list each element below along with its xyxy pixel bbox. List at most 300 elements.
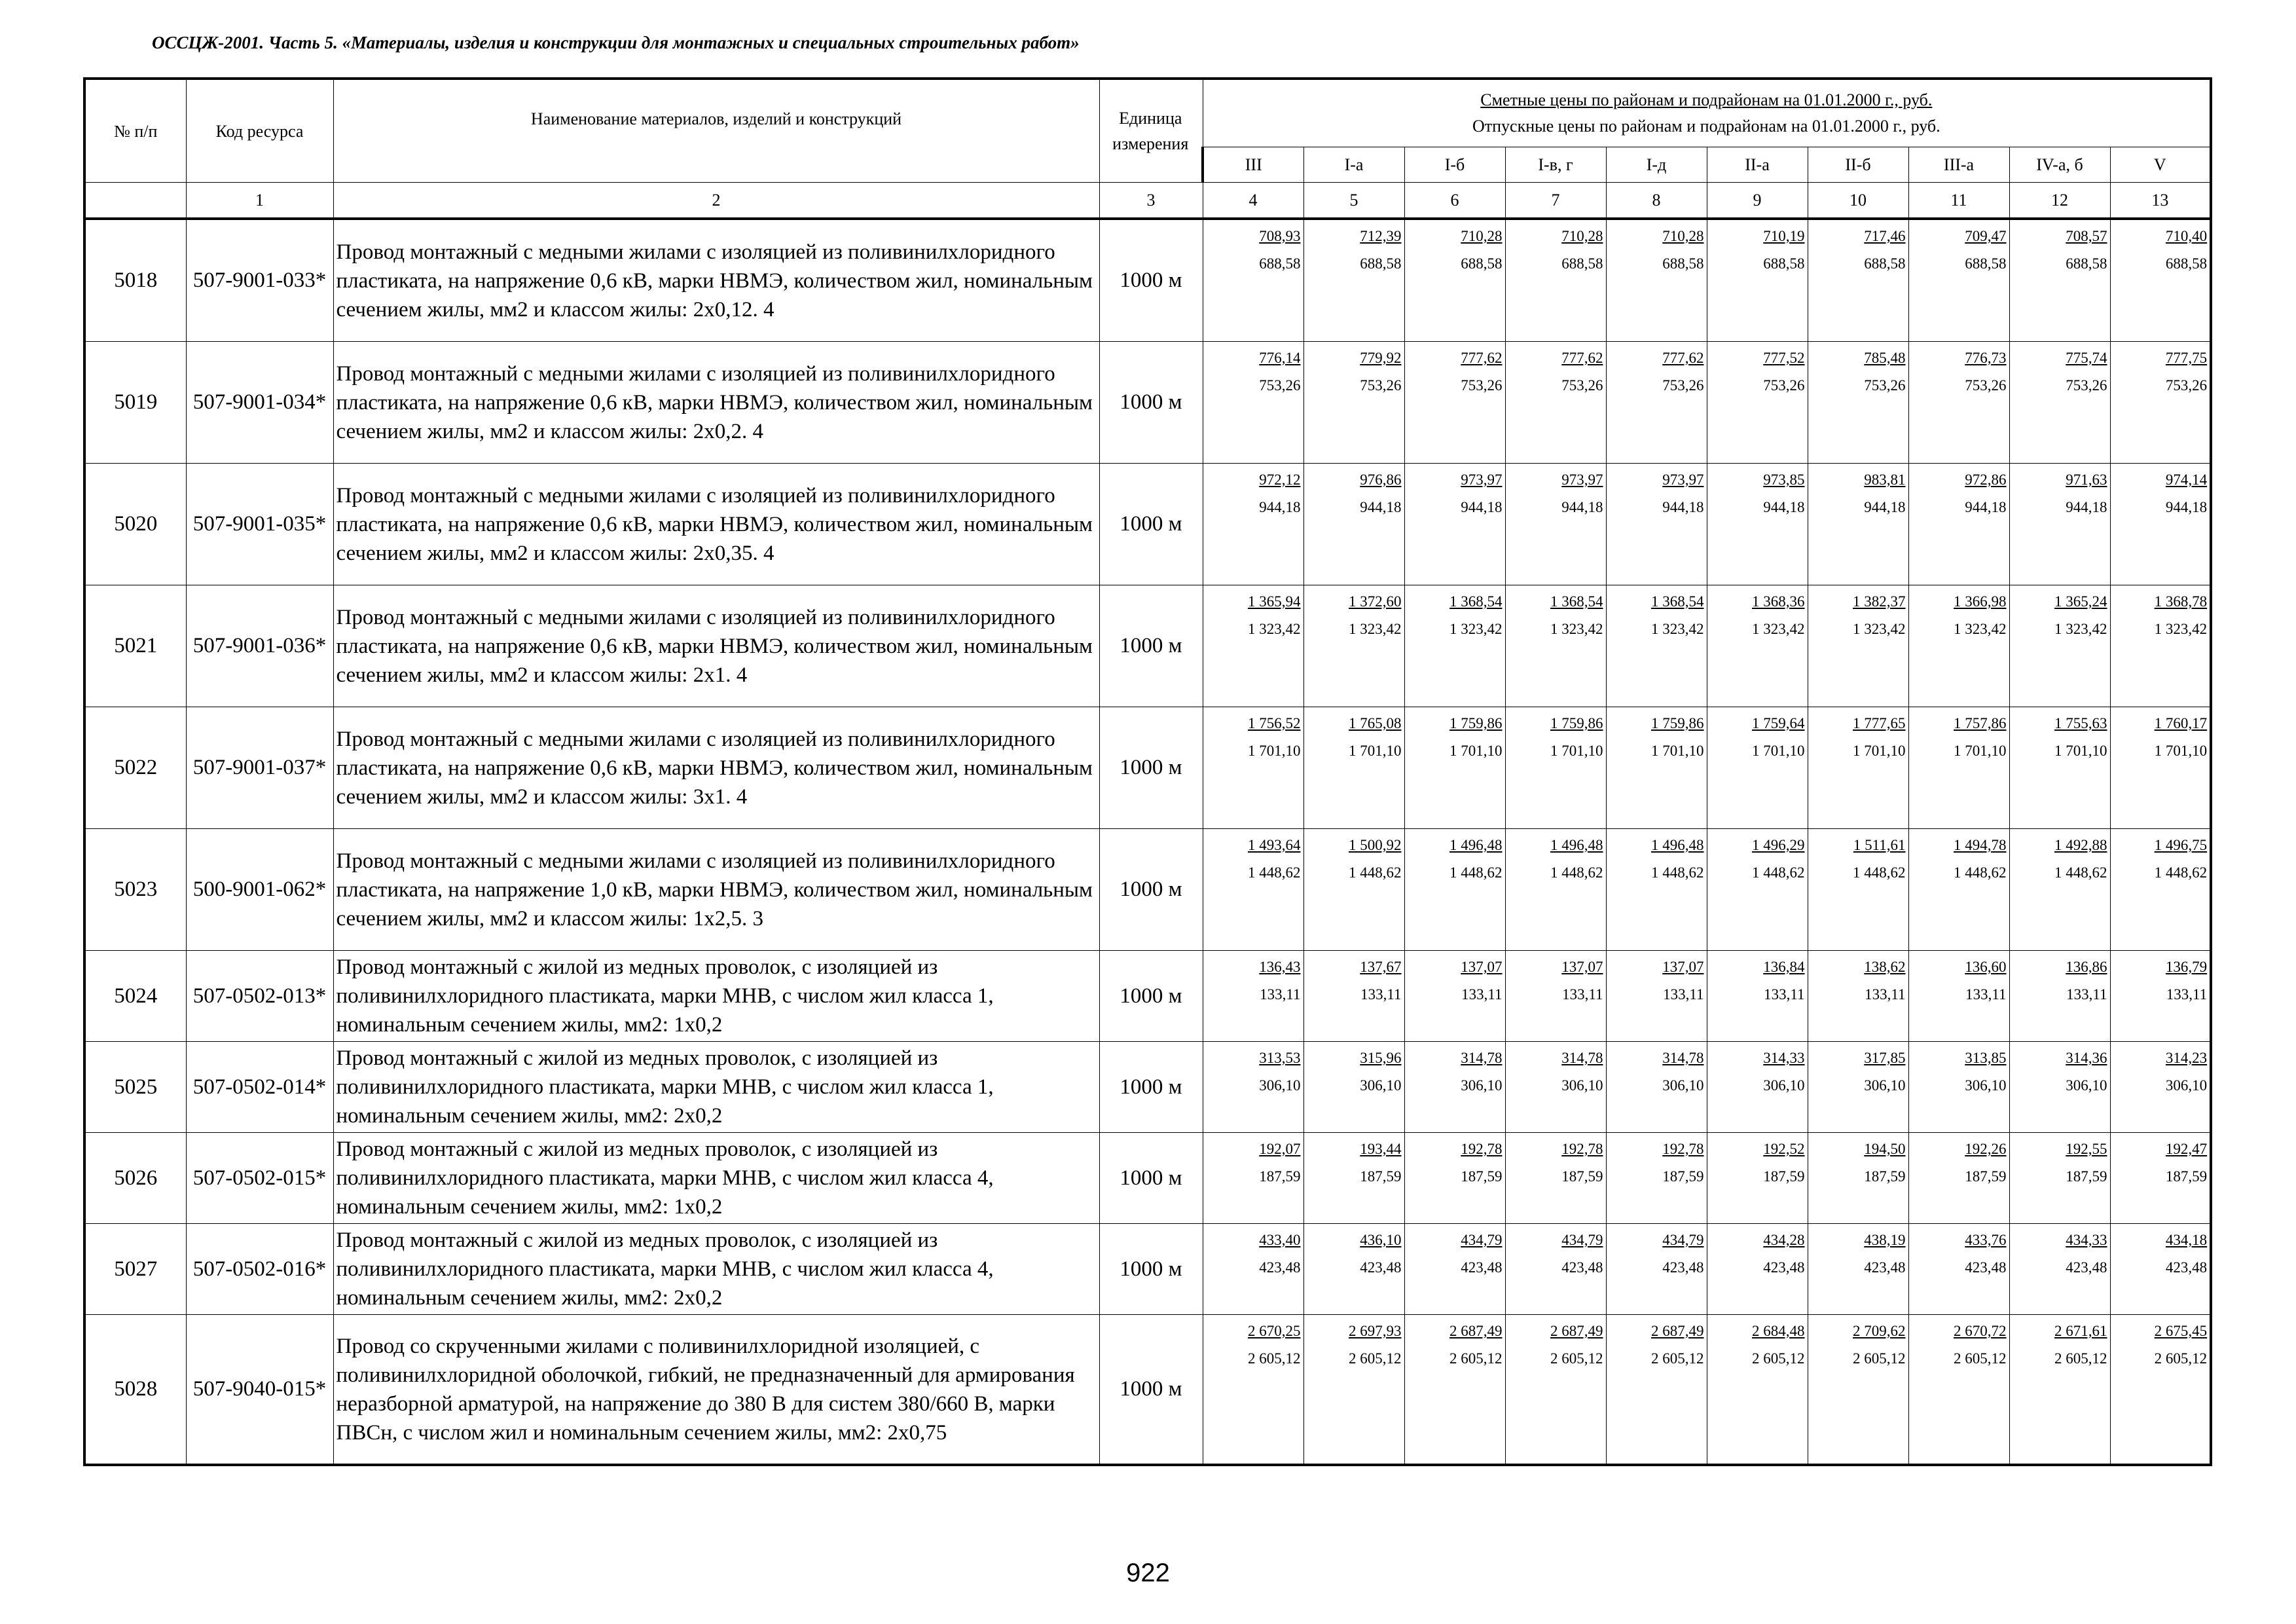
estimate-price: 1 765,08 <box>1349 715 1402 731</box>
estimate-price: 2 687,49 <box>1550 1323 1603 1339</box>
estimate-price: 433,40 <box>1259 1232 1301 1248</box>
price-cell <box>1808 342 1908 464</box>
price-cell <box>1404 585 1505 707</box>
release-price: 1 448,62 <box>1449 864 1503 881</box>
release-price: 423,48 <box>2165 1259 2208 1276</box>
row-number: 5025 <box>84 1042 186 1133</box>
table-row <box>84 1224 2211 1315</box>
release-price: 688,58 <box>1864 255 1906 272</box>
price-cell <box>1404 829 1505 951</box>
release-price: 187,59 <box>1461 1168 1503 1185</box>
price-cell <box>1808 707 1908 829</box>
release-price: 944,18 <box>2165 499 2208 515</box>
release-price: 133,11 <box>1461 986 1503 1003</box>
page-number: 922 <box>1126 1559 1170 1587</box>
release-price: 944,18 <box>1662 499 1704 515</box>
price-cell <box>2009 342 2110 464</box>
estimate-price: 710,40 <box>2165 228 2208 244</box>
price-cell <box>1808 464 1908 585</box>
region-header: II-а <box>1707 147 1808 183</box>
price-cell <box>2110 342 2211 464</box>
estimate-price: 976,86 <box>1360 471 1402 488</box>
price-cell <box>1203 1042 1303 1133</box>
release-price: 306,10 <box>1561 1077 1603 1094</box>
release-price: 187,59 <box>2066 1168 2107 1185</box>
unit-of-measure: 1000 м <box>1099 1133 1203 1224</box>
estimate-price: 1 368,54 <box>1550 593 1603 610</box>
estimate-price: 973,97 <box>1461 471 1503 488</box>
release-price: 944,18 <box>1965 499 2007 515</box>
release-price: 1 701,10 <box>1853 743 1906 759</box>
release-price: 1 448,62 <box>1248 864 1301 881</box>
release-price: 2 605,12 <box>1651 1350 1704 1367</box>
region-header: I-д <box>1606 147 1707 183</box>
release-price: 1 448,62 <box>1550 864 1603 881</box>
release-price: 688,58 <box>1763 255 1805 272</box>
release-price: 133,11 <box>1663 986 1704 1003</box>
price-cell <box>1908 1224 2009 1315</box>
estimate-price: 708,57 <box>2066 228 2107 244</box>
release-price: 1 323,42 <box>1954 621 2007 637</box>
estimate-price: 717,46 <box>1864 228 1906 244</box>
estimate-price: 192,78 <box>1561 1141 1603 1157</box>
estimate-price: 1 760,17 <box>2154 715 2208 731</box>
price-cell <box>1606 1042 1707 1133</box>
col-header-code: Код ресурса <box>186 79 333 183</box>
price-cell <box>1707 707 1808 829</box>
estimate-price: 1 757,86 <box>1954 715 2007 731</box>
unit-of-measure: 1000 м <box>1099 585 1203 707</box>
release-price: 1 323,42 <box>1853 621 1906 637</box>
price-cell <box>1505 1315 1606 1466</box>
resource-code: 507-0502-015* <box>186 1133 333 1224</box>
estimate-price: 433,76 <box>1965 1232 2007 1248</box>
col-header-num: № п/п <box>84 79 186 183</box>
table-row <box>84 1315 2211 1466</box>
estimate-price: 710,19 <box>1763 228 1805 244</box>
estimate-price: 710,28 <box>1461 228 1503 244</box>
price-cell <box>2009 1224 2110 1315</box>
resource-code: 500-9001-062* <box>186 829 333 951</box>
release-price: 1 448,62 <box>1349 864 1402 881</box>
price-cell <box>1908 464 2009 585</box>
estimate-price: 779,92 <box>1360 350 1402 366</box>
price-cell <box>2009 951 2110 1042</box>
release-price: 187,59 <box>1662 1168 1704 1185</box>
estimate-price: 137,07 <box>1561 959 1603 975</box>
price-cell <box>2110 1315 2211 1466</box>
estimate-price: 1 365,24 <box>2054 593 2107 610</box>
price-cell <box>1908 951 2009 1042</box>
release-prices-title: Отпускные цены по районам и подрайонам на 01.01.2000 г., руб. <box>1472 117 1941 136</box>
estimate-price: 1 777,65 <box>1853 715 1906 731</box>
estimate-price: 709,47 <box>1965 228 2007 244</box>
price-cell <box>1404 1133 1505 1224</box>
release-price: 688,58 <box>2165 255 2208 272</box>
price-cell <box>2009 1042 2110 1133</box>
estimate-price: 137,67 <box>1360 959 1402 975</box>
estimate-price: 2 671,61 <box>2054 1323 2107 1339</box>
region-header: I-в, г <box>1505 147 1606 183</box>
estimate-price: 1 368,36 <box>1752 593 1805 610</box>
estimate-price: 775,74 <box>2066 350 2107 366</box>
price-cell <box>2110 1042 2211 1133</box>
unit-of-measure: 1000 м <box>1099 1042 1203 1133</box>
material-name: Провод монтажный с медными жилами с изоляцией из поливинилхлоридного пластиката, на напряжение 0,6 кВ, марки НВМЭ, количеством жил, номинальным сечением жилы, мм2 и классом жилы: 2х0,35. 4 <box>333 464 1099 585</box>
region-header: I-а <box>1303 147 1404 183</box>
release-price: 306,10 <box>2066 1077 2107 1094</box>
table-row <box>84 342 2211 464</box>
price-cell <box>2110 464 2211 585</box>
release-price: 944,18 <box>1461 499 1503 515</box>
estimate-price: 785,48 <box>1864 350 1906 366</box>
estimate-price: 434,28 <box>1763 1232 1805 1248</box>
estimate-price: 137,07 <box>1662 959 1704 975</box>
price-cell <box>1505 219 1606 342</box>
price-cell <box>1203 829 1303 951</box>
release-price: 2 605,12 <box>1752 1350 1805 1367</box>
release-price: 2 605,12 <box>1349 1350 1402 1367</box>
row-number: 5020 <box>84 464 186 585</box>
price-cell <box>1606 342 1707 464</box>
document-header: ОССЦЖ-2001. Часть 5. «Материалы, изделия и конструкции для монтажных и специальных строительных работ» <box>152 33 1080 52</box>
release-price: 187,59 <box>1864 1168 1906 1185</box>
price-cell <box>1505 1224 1606 1315</box>
material-name: Провод монтажный с медными жилами с изоляцией из поливинилхлоридного пластиката, на напряжение 0,6 кВ, марки НВМЭ, количеством жил, номинальным сечением жилы, мм2 и классом жилы: 2х0,12. 4 <box>333 219 1099 342</box>
column-number: 1 <box>186 183 333 219</box>
release-price: 187,59 <box>1561 1168 1603 1185</box>
estimate-price: 710,28 <box>1662 228 1704 244</box>
release-price: 753,26 <box>1259 377 1301 394</box>
estimate-price: 317,85 <box>1864 1050 1906 1066</box>
price-cell <box>2009 707 2110 829</box>
release-price: 688,58 <box>1259 255 1301 272</box>
column-number: 10 <box>1808 183 1908 219</box>
price-cell <box>1303 1315 1404 1466</box>
estimate-price: 2 709,62 <box>1853 1323 1906 1339</box>
estimate-price: 193,44 <box>1360 1141 1402 1157</box>
release-price: 133,11 <box>1965 986 2007 1003</box>
estimate-price: 138,62 <box>1864 959 1906 975</box>
estimate-price: 973,85 <box>1763 471 1805 488</box>
estimate-price: 192,55 <box>2066 1141 2107 1157</box>
estimate-price: 777,75 <box>2165 350 2208 366</box>
price-cell <box>1203 951 1303 1042</box>
price-cell <box>2110 951 2211 1042</box>
release-price: 1 701,10 <box>2154 743 2208 759</box>
estimate-price: 1 759,64 <box>1752 715 1805 731</box>
estimate-price: 708,93 <box>1259 228 1301 244</box>
col-header-name: Наименование материалов, изделий и конструкций <box>333 79 1099 183</box>
estimate-price: 1 496,48 <box>1550 837 1603 853</box>
release-price: 133,11 <box>1764 986 1805 1003</box>
estimate-price: 1 496,48 <box>1651 837 1704 853</box>
row-number: 5021 <box>84 585 186 707</box>
column-number: 5 <box>1303 183 1404 219</box>
price-cell <box>1606 951 1707 1042</box>
price-cell <box>1908 1133 2009 1224</box>
release-price: 1 323,42 <box>2154 621 2208 637</box>
release-price: 306,10 <box>1360 1077 1402 1094</box>
unit-of-measure: 1000 м <box>1099 219 1203 342</box>
resource-code: 507-0502-013* <box>186 951 333 1042</box>
release-price: 944,18 <box>1864 499 1906 515</box>
release-price: 1 701,10 <box>1349 743 1402 759</box>
estimate-price: 983,81 <box>1864 471 1906 488</box>
table-row <box>84 1133 2211 1224</box>
price-cell <box>1203 219 1303 342</box>
price-cell <box>1606 1315 1707 1466</box>
release-price: 753,26 <box>1561 377 1603 394</box>
material-name: Провод монтажный с медными жилами с изоляцией из поливинилхлоридного пластиката, на напряжение 1,0 кВ, марки НВМЭ, количеством жил, номинальным сечением жилы, мм2 и классом жилы: 1х2,5. 3 <box>333 829 1099 951</box>
price-cell <box>1707 464 1808 585</box>
estimate-price: 1 494,78 <box>1954 837 2007 853</box>
resource-code: 507-0502-016* <box>186 1224 333 1315</box>
price-cell <box>1908 1042 2009 1133</box>
estimate-price: 314,33 <box>1763 1050 1805 1066</box>
price-cell <box>1505 951 1606 1042</box>
release-price: 688,58 <box>1360 255 1402 272</box>
resource-code: 507-0502-014* <box>186 1042 333 1133</box>
release-price: 133,11 <box>1260 986 1301 1003</box>
price-cell <box>1707 219 1808 342</box>
release-price: 1 448,62 <box>1752 864 1805 881</box>
price-cell <box>1606 464 1707 585</box>
estimate-price: 777,62 <box>1561 350 1603 366</box>
release-price: 1 701,10 <box>1651 743 1704 759</box>
region-header: III-а <box>1908 147 2009 183</box>
release-price: 1 701,10 <box>1248 743 1301 759</box>
estimate-price: 1 511,61 <box>1853 837 1906 853</box>
release-price: 688,58 <box>1965 255 2007 272</box>
release-price: 1 701,10 <box>1550 743 1603 759</box>
release-price: 133,11 <box>1360 986 1402 1003</box>
price-cell <box>1303 1042 1404 1133</box>
unit-of-measure: 1000 м <box>1099 707 1203 829</box>
release-price: 753,26 <box>2165 377 2208 394</box>
price-cell <box>1707 342 1808 464</box>
release-price: 187,59 <box>1965 1168 2007 1185</box>
release-price: 423,48 <box>1763 1259 1805 1276</box>
price-cell <box>2009 219 2110 342</box>
estimate-price: 1 759,86 <box>1449 715 1503 731</box>
estimate-price: 1 500,92 <box>1349 837 1402 853</box>
estimate-price: 136,84 <box>1763 959 1805 975</box>
release-price: 2 605,12 <box>1550 1350 1603 1367</box>
release-price: 1 448,62 <box>2154 864 2208 881</box>
release-price: 1 701,10 <box>1954 743 2007 759</box>
material-name: Провод монтажный с жилой из медных проволок, с изоляцией из поливинилхлоридного пластиката, марки МНВ, с числом жил класса 4, номинальным сечением жилы, мм2: 2х0,2 <box>333 1224 1099 1315</box>
price-cell <box>1606 585 1707 707</box>
estimate-price: 971,63 <box>2066 471 2107 488</box>
region-header: II-б <box>1808 147 1908 183</box>
price-cell <box>1808 1133 1908 1224</box>
price-cell <box>1707 829 1808 951</box>
estimate-price: 192,47 <box>2165 1141 2208 1157</box>
price-cell <box>1707 585 1808 707</box>
price-cell <box>1404 219 1505 342</box>
release-price: 688,58 <box>2066 255 2107 272</box>
release-price: 1 323,42 <box>1651 621 1704 637</box>
estimate-price: 136,43 <box>1259 959 1301 975</box>
release-price: 306,10 <box>1461 1077 1503 1094</box>
prices-header <box>1203 79 2211 147</box>
price-cell <box>1808 219 1908 342</box>
column-number: 7 <box>1505 183 1606 219</box>
row-number: 5026 <box>84 1133 186 1224</box>
price-cell <box>1404 464 1505 585</box>
release-price: 1 323,42 <box>2054 621 2107 637</box>
release-price: 306,10 <box>1864 1077 1906 1094</box>
price-cell <box>1505 707 1606 829</box>
release-price: 1 323,42 <box>1449 621 1503 637</box>
release-price: 753,26 <box>1461 377 1503 394</box>
release-price: 1 701,10 <box>2054 743 2107 759</box>
table-row <box>84 219 2211 342</box>
estimate-price: 1 368,54 <box>1449 593 1503 610</box>
estimate-price: 776,14 <box>1259 350 1301 366</box>
release-price: 2 605,12 <box>1853 1350 1906 1367</box>
unit-of-measure: 1000 м <box>1099 464 1203 585</box>
estimate-prices-title: Сметные цены по районам и подрайонам на 01.01.2000 г., руб. <box>1480 90 1933 109</box>
estimate-price: 712,39 <box>1360 228 1402 244</box>
price-cell <box>1203 342 1303 464</box>
price-cell <box>1404 1315 1505 1466</box>
table-row <box>84 464 2211 585</box>
release-price: 423,48 <box>2066 1259 2107 1276</box>
material-name: Провод монтажный с медными жилами с изоляцией из поливинилхлоридного пластиката, на напряжение 0,6 кВ, марки НВМЭ, количеством жил, номинальным сечением жилы, мм2 и классом жилы: 2х1. 4 <box>333 585 1099 707</box>
price-cell <box>1505 342 1606 464</box>
region-header: III <box>1203 147 1303 183</box>
row-number: 5018 <box>84 219 186 342</box>
estimate-price: 314,23 <box>2165 1050 2208 1066</box>
price-cell <box>1606 1224 1707 1315</box>
price-cell <box>1505 585 1606 707</box>
release-price: 753,26 <box>1965 377 2007 394</box>
release-price: 688,58 <box>1561 255 1603 272</box>
column-number: 13 <box>2110 183 2211 219</box>
table-row <box>84 585 2211 707</box>
release-price: 753,26 <box>2066 377 2107 394</box>
unit-of-measure: 1000 м <box>1099 342 1203 464</box>
estimate-price: 1 756,52 <box>1248 715 1301 731</box>
release-price: 1 323,42 <box>1248 621 1301 637</box>
estimate-price: 434,33 <box>2066 1232 2107 1248</box>
row-number: 5024 <box>84 951 186 1042</box>
estimate-price: 2 670,72 <box>1954 1323 2007 1339</box>
estimate-price: 972,12 <box>1259 471 1301 488</box>
price-cell <box>1808 1042 1908 1133</box>
estimate-price: 192,07 <box>1259 1141 1301 1157</box>
unit-of-measure: 1000 м <box>1099 1224 1203 1315</box>
price-cell <box>1404 951 1505 1042</box>
column-number: 12 <box>2009 183 2110 219</box>
estimate-price: 1 496,75 <box>2154 837 2208 853</box>
estimate-price: 974,14 <box>2165 471 2208 488</box>
price-cell <box>2009 1133 2110 1224</box>
price-cell <box>1808 951 1908 1042</box>
price-cell <box>1606 1133 1707 1224</box>
release-price: 306,10 <box>1763 1077 1805 1094</box>
estimate-price: 2 670,25 <box>1248 1323 1301 1339</box>
column-number: 6 <box>1404 183 1505 219</box>
release-price: 944,18 <box>1259 499 1301 515</box>
estimate-price: 192,52 <box>1763 1141 1805 1157</box>
estimate-price: 1 755,63 <box>2054 715 2107 731</box>
price-cell <box>1606 829 1707 951</box>
price-cell <box>1505 1042 1606 1133</box>
price-cell <box>1203 464 1303 585</box>
release-price: 133,11 <box>2166 986 2208 1003</box>
release-price: 423,48 <box>1360 1259 1402 1276</box>
estimate-price: 434,79 <box>1461 1232 1503 1248</box>
estimate-price: 313,53 <box>1259 1050 1301 1066</box>
release-price: 944,18 <box>1360 499 1402 515</box>
release-price: 187,59 <box>1259 1168 1301 1185</box>
column-number: 8 <box>1606 183 1707 219</box>
estimate-price: 1 368,54 <box>1651 593 1704 610</box>
release-price: 423,48 <box>1259 1259 1301 1276</box>
release-price: 423,48 <box>1561 1259 1603 1276</box>
resource-code: 507-9001-035* <box>186 464 333 585</box>
estimate-price: 973,97 <box>1662 471 1704 488</box>
release-price: 944,18 <box>2066 499 2107 515</box>
price-cell <box>1303 342 1404 464</box>
column-number-blank <box>84 183 186 219</box>
estimate-price: 2 697,93 <box>1349 1323 1402 1339</box>
release-price: 1 448,62 <box>1651 864 1704 881</box>
release-price: 1 323,42 <box>1752 621 1805 637</box>
release-price: 133,11 <box>1562 986 1603 1003</box>
estimate-price: 777,52 <box>1763 350 1805 366</box>
release-price: 753,26 <box>1662 377 1704 394</box>
price-cell <box>1908 1315 2009 1466</box>
estimate-price: 777,62 <box>1461 350 1503 366</box>
price-cell <box>2110 1133 2211 1224</box>
price-cell <box>2009 829 2110 951</box>
estimate-price: 2 687,49 <box>1449 1323 1503 1339</box>
estimate-price: 1 492,88 <box>2054 837 2107 853</box>
price-cell <box>1908 342 2009 464</box>
resource-code: 507-9001-034* <box>186 342 333 464</box>
estimate-price: 1 382,37 <box>1853 593 1906 610</box>
price-cell <box>1505 464 1606 585</box>
release-price: 1 701,10 <box>1449 743 1503 759</box>
estimate-price: 314,36 <box>2066 1050 2107 1066</box>
unit-of-measure: 1000 м <box>1099 829 1203 951</box>
price-cell <box>1707 1315 1808 1466</box>
price-cell <box>1908 219 2009 342</box>
estimate-price: 2 687,49 <box>1651 1323 1704 1339</box>
unit-of-measure: 1000 м <box>1099 951 1203 1042</box>
price-cell <box>1303 1224 1404 1315</box>
resource-code: 507-9001-037* <box>186 707 333 829</box>
estimate-price: 434,18 <box>2165 1232 2208 1248</box>
price-cell <box>1303 829 1404 951</box>
estimate-price: 1 366,98 <box>1954 593 2007 610</box>
table-row <box>84 951 2211 1042</box>
estimate-price: 136,79 <box>2165 959 2208 975</box>
estimate-price: 1 365,94 <box>1248 593 1301 610</box>
price-cell <box>1808 1315 1908 1466</box>
price-cell <box>1505 829 1606 951</box>
estimate-price: 313,85 <box>1965 1050 2007 1066</box>
estimate-price: 434,79 <box>1561 1232 1603 1248</box>
estimate-price: 1 759,86 <box>1550 715 1603 731</box>
release-price: 133,11 <box>1865 986 1906 1003</box>
estimate-price: 315,96 <box>1360 1050 1402 1066</box>
release-price: 2 605,12 <box>2054 1350 2107 1367</box>
